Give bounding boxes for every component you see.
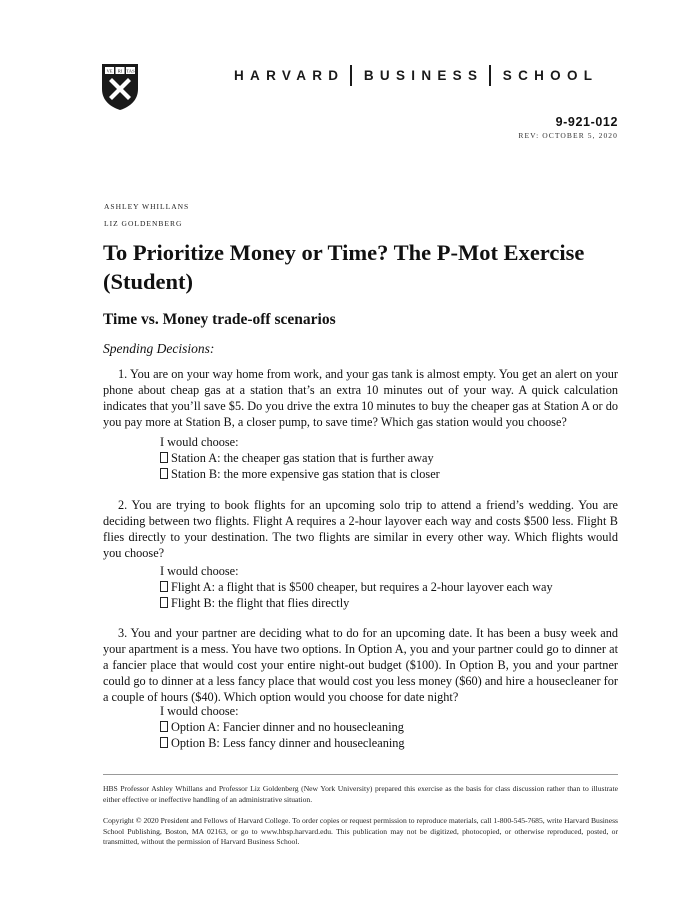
- footnote-note: HBS Professor Ashley Whillans and Professor Liz Goldenberg (New York University) prepared this exercise as the basis for class discussion rather than to illustrate either effective or ineffective handling of an administrative situation.: [103, 784, 618, 804]
- masthead-divider: [489, 65, 491, 86]
- empty-checkbox-icon[interactable]: [160, 581, 168, 592]
- empty-checkbox-icon[interactable]: [160, 737, 168, 748]
- choice-option-label: Flight A: a flight that is $500 cheaper, but requires a 2-hour layover each way: [171, 580, 553, 594]
- choice-option-label: Flight B: the flight that flies directly: [171, 596, 350, 610]
- author-list: [104, 198, 189, 232]
- empty-checkbox-icon[interactable]: [160, 721, 168, 732]
- empty-checkbox-icon[interactable]: [160, 468, 168, 479]
- revision-date: REV: OCTOBER 5, 2020: [518, 131, 618, 140]
- scenario-paragraph: 2. You are trying to book flights for an upcoming solo trip to attend a friend’s wedding. You are deciding between two flights. Flight A requires a 2-hour layover each way and costs $500 less. Flight B flies directly to your destination. The two flights are similar in every other way. Which flights would you choose?: [103, 498, 618, 560]
- svg-text:RI: RI: [117, 68, 123, 74]
- choice-option[interactable]: [160, 735, 405, 751]
- masthead-word: BUSINESS: [363, 67, 484, 83]
- empty-checkbox-icon[interactable]: [160, 452, 168, 463]
- svg-text:TAS: TAS: [126, 68, 135, 74]
- footnote-divider: [103, 774, 618, 775]
- section-heading: Time vs. Money trade-off scenarios: [103, 311, 336, 328]
- choice-prompt: I would choose:: [160, 435, 239, 449]
- choice-option[interactable]: [160, 595, 553, 611]
- case-number: 9-921-012: [555, 115, 618, 129]
- scenario-paragraph: 1. You are on your way home from work, and your gas tank is almost empty. You get an alert on your phone about cheap gas at a station that’s an extra 10 minutes out of your way. A quick calculation indicates that you’ll save $5. Do you drive the extra 10 minutes to buy the cheaper gas at Station A or do you pay more at Station B, a closer pump, to save time? Which gas station would you choose?: [103, 367, 618, 429]
- choice-option-label: Option A: Fancier dinner and no housecleaning: [171, 720, 404, 734]
- masthead-word: SCHOOL: [502, 67, 599, 83]
- choice-option[interactable]: [160, 466, 440, 482]
- harvard-business-school-masthead: [234, 64, 598, 86]
- choice-option-label: Station A: the cheaper gas station that is further away: [171, 451, 434, 465]
- choice-prompt: I would choose:: [160, 704, 239, 718]
- svg-text:VE: VE: [106, 68, 113, 74]
- choice-option[interactable]: [160, 719, 405, 735]
- choice-option-label: Option B: Less fancy dinner and housecleaning: [171, 736, 405, 750]
- author-name: ASHLEY WHILLANS: [104, 202, 190, 211]
- empty-checkbox-icon[interactable]: [160, 597, 168, 608]
- choice-option-label: Station B: the more expensive gas station that is closer: [171, 467, 440, 481]
- choice-group: [160, 434, 440, 482]
- subheading: Spending Decisions:: [103, 341, 215, 356]
- masthead-word: HARVARD: [234, 67, 345, 83]
- choice-group: [160, 563, 553, 611]
- author-name: LIZ GOLDENBERG: [104, 219, 183, 228]
- choice-option[interactable]: [160, 579, 553, 595]
- choice-option[interactable]: [160, 450, 440, 466]
- masthead-divider: [350, 65, 352, 86]
- scenario-paragraph: 3. You and your partner are deciding what to do for an upcoming date. It has been a busy week and your apartment is a mess. You have two options. In Option A, you and your partner could go to dinner at a fancier place that would cost your entire night-out budget ($100). In Option B, you and your partner could go to dinner at a less fancy place that would cost you less money ($60) and hire a housecleaner for a couple of hours ($40). Which option would you choose for date night?: [103, 626, 618, 704]
- copyright-notice: Copyright © 2020 President and Fellows of Harvard College. To order copies or request permission to reproduce materials, call 1-800-545-7685, write Harvard Business School Publishing, Boston, MA 02163, or go to www.hbsp.harvard.edu. This publication may not be digitized, photocopied, or otherwise reproduced, posted, or transmitted, without the permission of Harvard Business School.: [103, 816, 618, 846]
- document-title: To Prioritize Money or Time? The P-Mot Exercise (Student): [103, 240, 585, 294]
- choice-prompt: I would choose:: [160, 564, 239, 578]
- choice-group: [160, 703, 405, 751]
- harvard-shield-logo: [101, 63, 139, 111]
